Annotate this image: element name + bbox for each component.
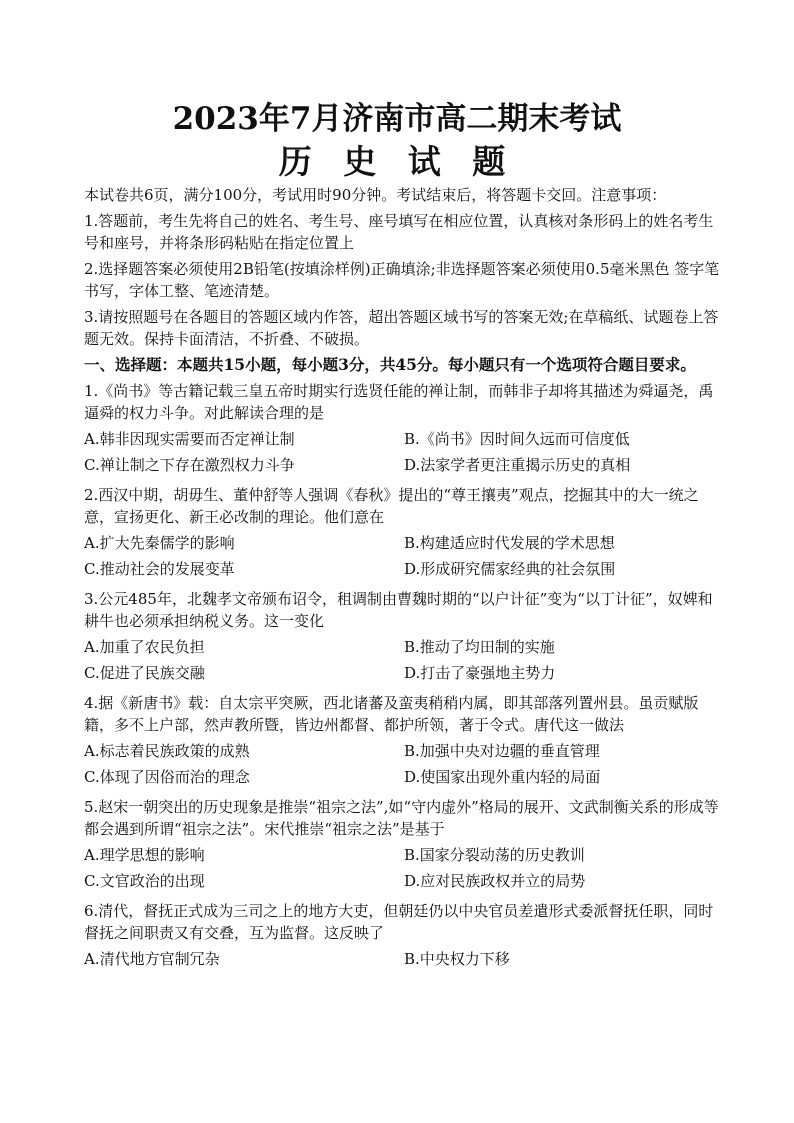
note-1: 1.答题前，考生先将自己的姓名、考生号、座号填写在相应位置，认真核对条形码上的姓名考生号和座号，并将条形码粘贴在指定位置上 — [84, 212, 714, 252]
option-b: B.《尚书》因时间久远而可信度低 — [404, 430, 630, 448]
question-3 — [84, 588, 724, 688]
section-heading: 一、选择题：本题共15小题，每小题3分，共45分。每小题只有一个选项符合题目要求。 — [84, 355, 696, 374]
question-stem: 5.赵宋一朝突出的历史现象是推崇“祖宗之法”,如“守内虚外”格局的展开、文武制衡关系的形成等都会遇到所谓“祖宗之法”。宋代推崇“祖宗之法”是基于 — [84, 798, 719, 838]
option-c: C.文官政治的出现 — [84, 872, 205, 890]
option-d: D.应对民族政权并立的局势 — [404, 872, 586, 890]
option-list — [84, 740, 724, 792]
question-2 — [84, 484, 724, 584]
exam-subtitle: 历 史 试 题 — [278, 142, 516, 181]
option-c: C.禅让制之下存在激烈权力斗争 — [84, 456, 295, 474]
question-stem: 4.据《新唐书》载：自太宗平突厥，西北诸蕃及蛮夷稍稍内属，即其部落列置州县。虽贡赋版籍，多不上户部，然声教所暨，皆边州都督、都护所领，著于令式。唐代这一做法 — [84, 694, 699, 734]
option-b: B.国家分裂动荡的历史教训 — [404, 846, 585, 864]
question-stem: 2.西汉中期，胡毋生、董仲舒等人强调《春秋》提出的“尊王攘夷”观点，挖掘其中的大一统之意，宣扬更化、新王必改制的理论。他们意在 — [84, 486, 699, 526]
note-2: 2.选择题答案必须使用2B铅笔(按填涂样例)正确填涂;非选择题答案必须使用0.5毫米黑色 签字笔书写，字体工整、笔迹清楚。 — [84, 260, 720, 300]
option-a: A.扩大先秦儒学的影响 — [84, 534, 235, 552]
option-list — [84, 948, 724, 974]
option-c: C.促进了民族交融 — [84, 664, 205, 682]
exam-title: 2023年7月济南市高二期末考试 — [172, 101, 622, 137]
option-a: A.韩非因现实需要而否定禅让制 — [84, 430, 295, 448]
option-list — [84, 532, 724, 584]
option-a: A.理学思想的影响 — [84, 846, 205, 864]
question-4 — [84, 692, 724, 792]
intro-lead: 本试卷共6页，满分100分，考试用时90分钟。考试结束后，将答题卡交回。注意事项： — [84, 186, 667, 204]
option-b: B.推动了均田制的实施 — [404, 638, 555, 656]
option-a: A.清代地方官制冗杂 — [84, 950, 220, 968]
option-c: C.体现了因俗而治的理念 — [84, 768, 250, 786]
option-a: A.标志着民族政策的成熟 — [84, 742, 250, 760]
option-b: B.构建适应时代发展的学术思想 — [404, 534, 615, 552]
question-stem: 3.公元485年，北魏孝文帝颁布诏令，租调制由曹魏时期的“以户计征”变为“以丁计征”，奴婢和耕牛也必须承担纳税义务。这一变化 — [84, 590, 713, 630]
option-d: D.打击了豪强地主势力 — [404, 664, 556, 682]
question-stem: 1.《尚书》等古籍记载三皇五帝时期实行选贤任能的禅让制，而韩非子却将其描述为舜逼尧，禹逼舜的权力斗争。对此解读合理的是 — [84, 382, 714, 422]
note-3: 3.请按照题号在各题目的答题区域内作答，超出答题区域书写的答案无效;在草稿纸、试题卷上答题无效。保持卡面清洁，不折叠、不破损。 — [84, 308, 719, 348]
question-6 — [84, 900, 724, 974]
option-list — [84, 428, 724, 480]
option-b: B.中央权力下移 — [404, 950, 510, 968]
question-5 — [84, 796, 724, 896]
option-b: B.加强中央对边疆的垂直管理 — [404, 742, 600, 760]
option-d: D.形成研究儒家经典的社会氛围 — [404, 560, 616, 578]
option-a: A.加重了农民负担 — [84, 638, 205, 656]
option-list — [84, 636, 724, 688]
option-list — [84, 844, 724, 896]
question-1 — [84, 380, 724, 480]
exam-body — [84, 184, 724, 978]
option-c: C.推动社会的发展变革 — [84, 560, 235, 578]
question-stem: 6.清代，督抚正式成为三司之上的地方大吏，但朝廷仍以中央官员差遣形式委派督抚任职，同时督抚之间职责又有交叠，互为监督。这反映了 — [84, 902, 714, 942]
option-d: D.法家学者更注重揭示历史的真相 — [404, 456, 631, 474]
option-d: D.使国家出现外重内轻的局面 — [404, 768, 601, 786]
